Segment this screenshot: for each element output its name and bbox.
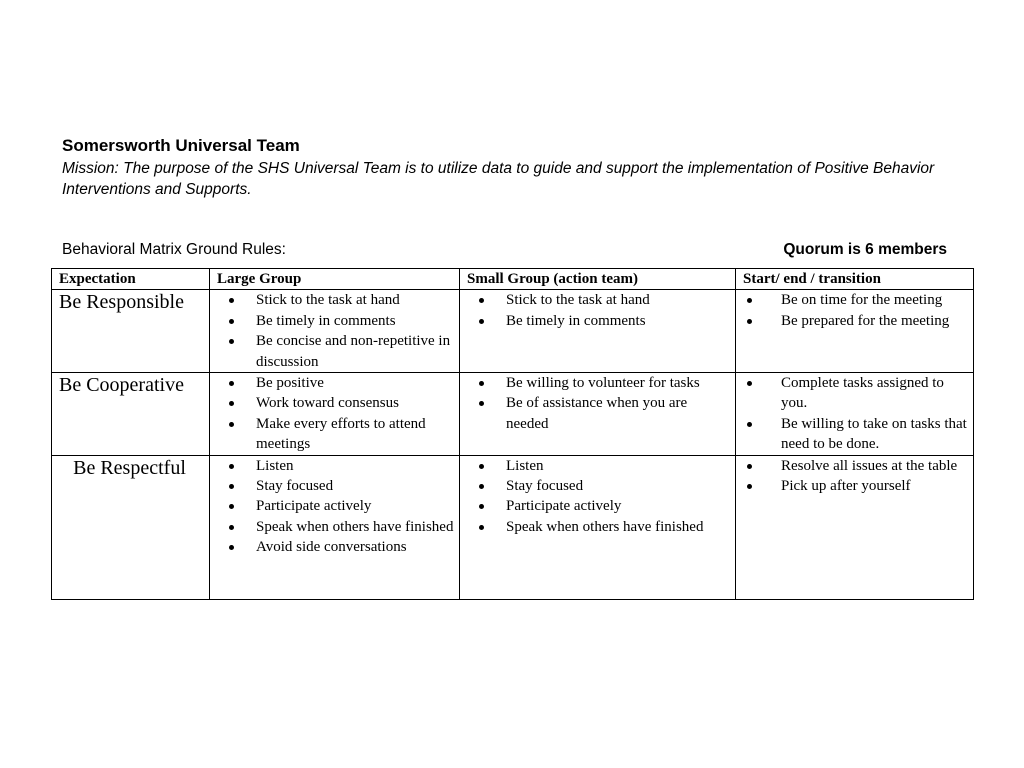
list-item: Avoid side conversations [217, 537, 455, 557]
list-item: Resolve all issues at the table [743, 456, 969, 476]
expectation-cell: Be Respectful [52, 455, 210, 599]
rule-list [467, 456, 731, 538]
rule-list [467, 373, 731, 434]
list-item: Speak when others have finished [217, 517, 455, 537]
rule-list [217, 373, 455, 455]
list-item: Be willing to volunteer for tasks [467, 373, 731, 393]
large-group-cell [210, 455, 460, 599]
expectation-cell: Be Cooperative [52, 373, 210, 456]
table-header-row [52, 269, 974, 290]
rule-list [467, 290, 731, 331]
table-row [52, 290, 974, 373]
list-item: Stay focused [217, 476, 455, 496]
list-item: Make every efforts to attend meetings [217, 414, 455, 455]
list-item: Speak when others have finished [467, 517, 731, 537]
list-item: Listen [467, 456, 731, 476]
list-item: Stick to the task at hand [217, 290, 455, 310]
rule-list [217, 456, 455, 558]
transition-cell [736, 455, 974, 599]
large-group-cell [210, 373, 460, 456]
list-item: Participate actively [467, 496, 731, 516]
list-item: Be timely in comments [467, 311, 731, 331]
rule-list [743, 290, 969, 331]
list-item: Be positive [217, 373, 455, 393]
list-item: Be concise and non-repetitive in discussion [217, 331, 455, 372]
list-item: Be prepared for the meeting [743, 311, 969, 331]
list-item: Work toward consensus [217, 393, 455, 413]
rule-list [743, 456, 969, 497]
list-item: Participate actively [217, 496, 455, 516]
small-group-cell [460, 290, 736, 373]
column-header-transition: Start/ end / transition [736, 269, 974, 290]
table-row [52, 373, 974, 456]
list-item: Stay focused [467, 476, 731, 496]
small-group-cell [460, 373, 736, 456]
list-item: Complete tasks assigned to you. [743, 373, 969, 414]
list-item: Be timely in comments [217, 311, 455, 331]
column-header-large-group: Large Group [210, 269, 460, 290]
behavioral-matrix-table [51, 268, 974, 600]
quorum-note: Quorum is 6 members [783, 241, 947, 258]
list-item: Be willing to take on tasks that need to be done. [743, 414, 969, 455]
list-item: Be of assistance when you are needed [467, 393, 731, 434]
small-group-cell [460, 455, 736, 599]
large-group-cell [210, 290, 460, 373]
expectation-cell: Be Responsible [52, 290, 210, 373]
table-row [52, 455, 974, 599]
list-item: Stick to the task at hand [467, 290, 731, 310]
list-item: Pick up after yourself [743, 476, 969, 496]
page-title: Somersworth Universal Team [62, 136, 300, 155]
rule-list [217, 290, 455, 372]
ground-rules-label: Behavioral Matrix Ground Rules: [62, 241, 286, 258]
column-header-small-group: Small Group (action team) [460, 269, 736, 290]
rule-list [743, 373, 969, 455]
transition-cell [736, 290, 974, 373]
transition-cell [736, 373, 974, 456]
mission-statement: Mission: The purpose of the SHS Universal Team is to utilize data to guide and support the implementation of Positive Behavior Interventions and Supports. [62, 160, 935, 198]
list-item: Be on time for the meeting [743, 290, 969, 310]
list-item: Listen [217, 456, 455, 476]
column-header-expectation: Expectation [52, 269, 210, 290]
